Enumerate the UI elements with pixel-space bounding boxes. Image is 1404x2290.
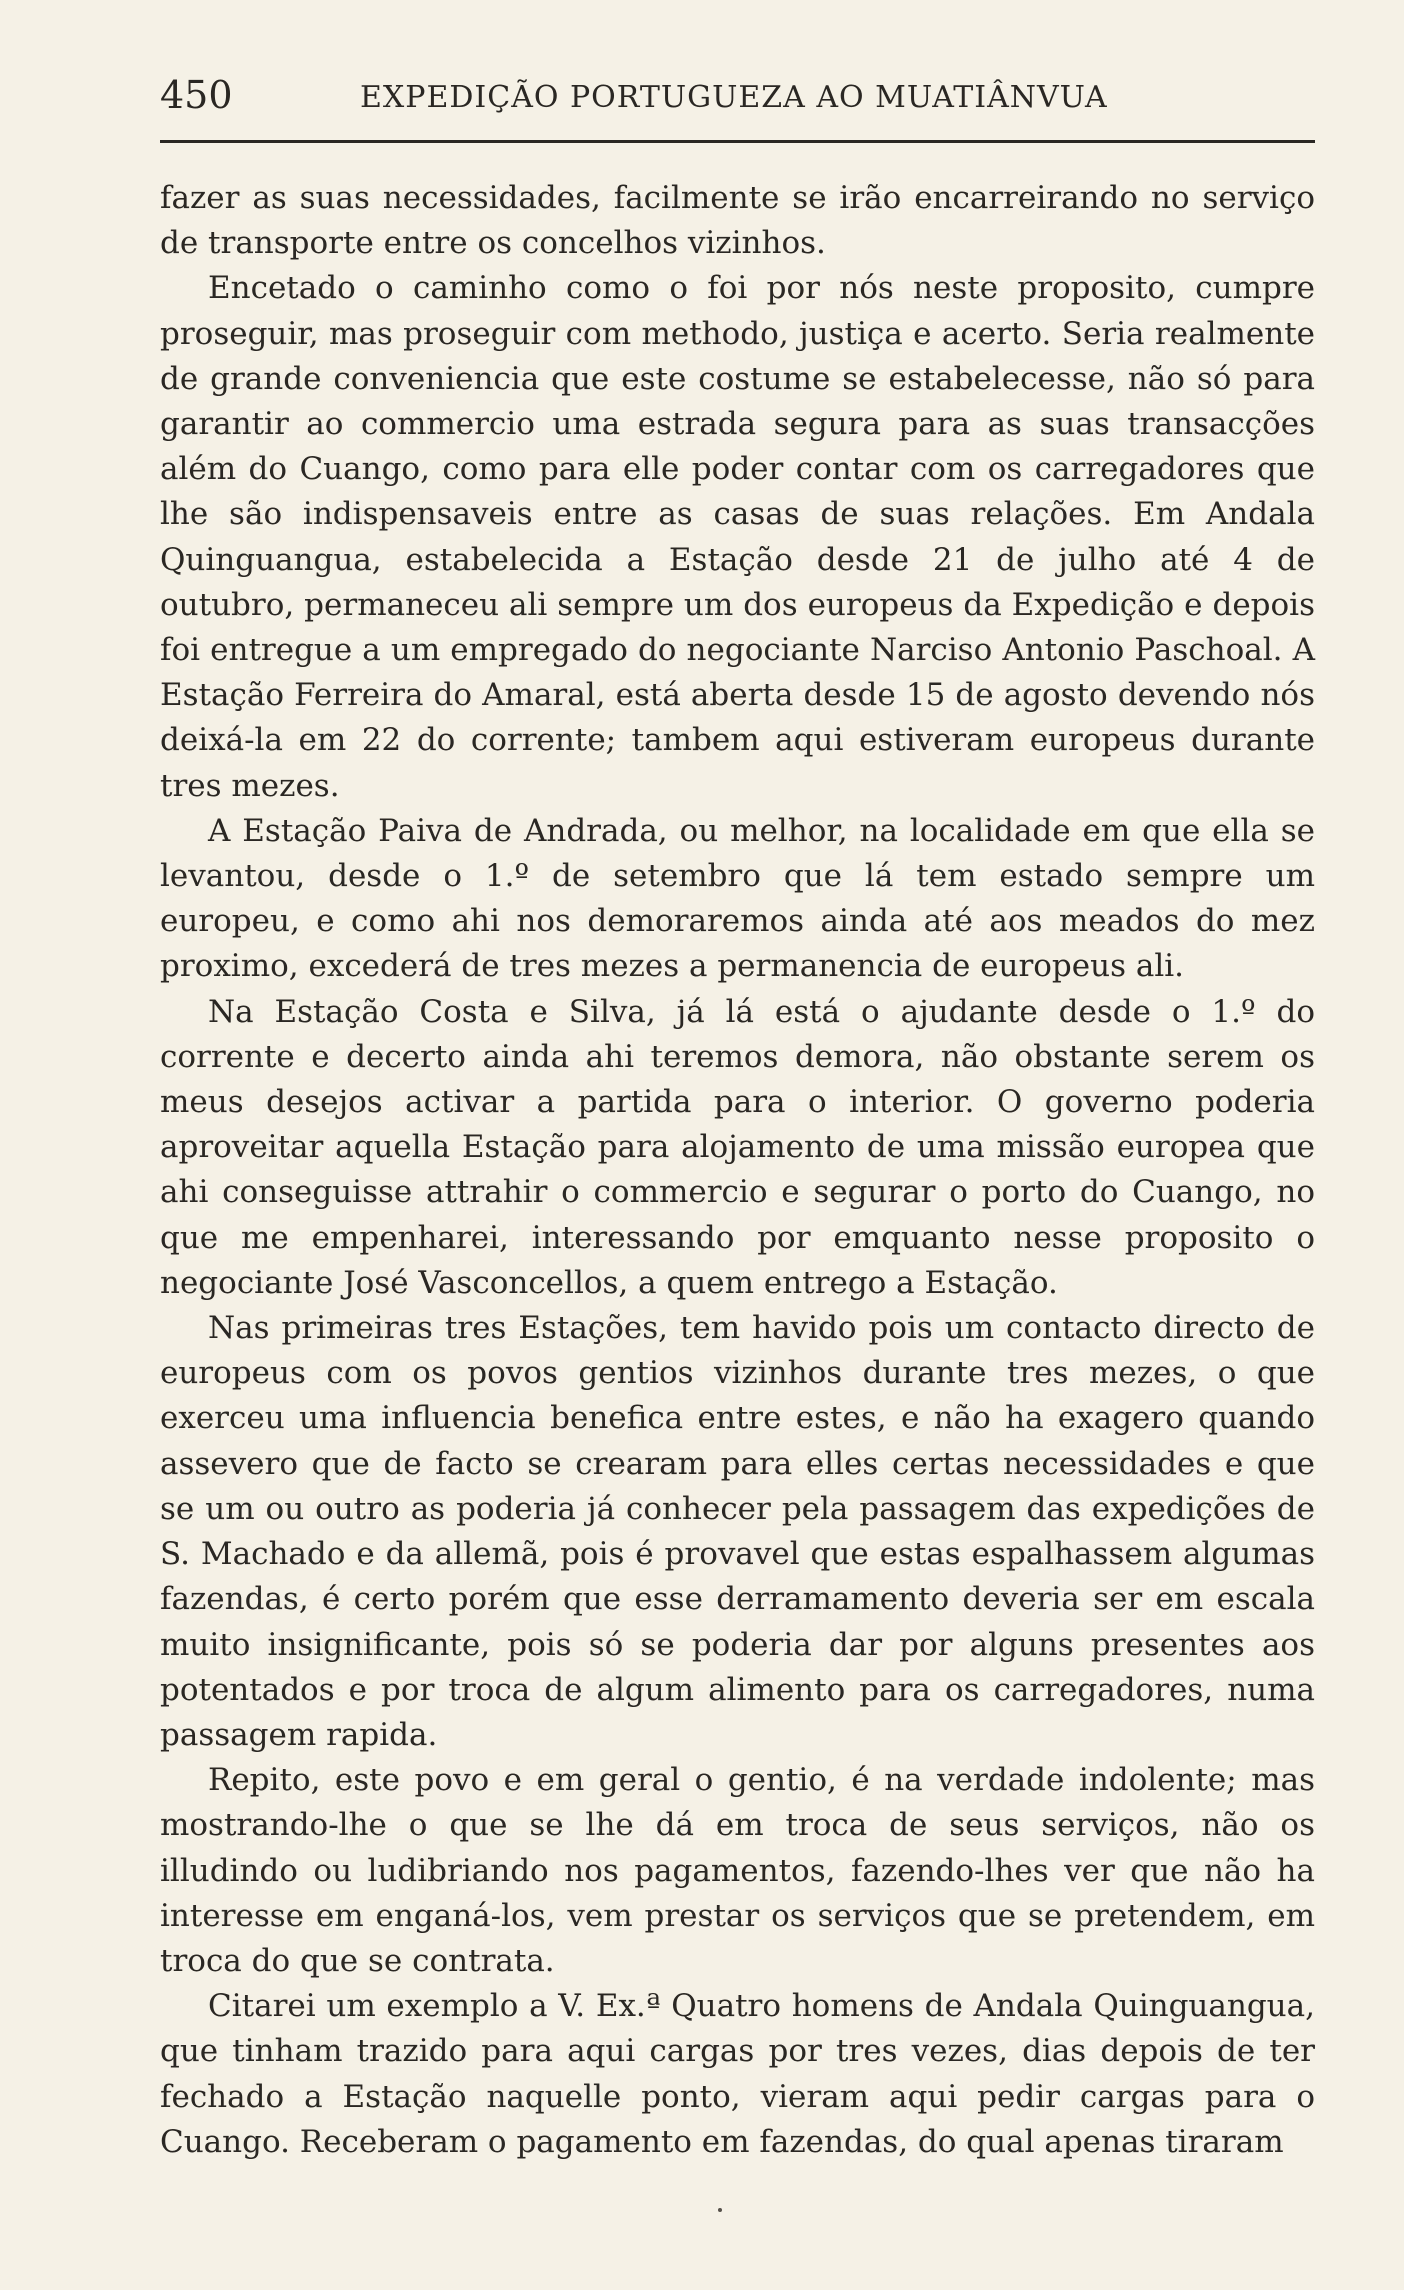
- paragraph-1: fazer as suas necessidades, facilmente se irão encarreirando no serviço de transporte entre os concelhos vizinhos.: [160, 180, 1315, 262]
- paragraph-5: Nas primeiras tres Estações, tem havido pois um contacto directo de europeus com os povos gentios vizinhos durante tres mezes, o que exerceu uma influencia benefica entre estes, e não ha exagero quando assevero que de facto se crearam para elles certas necessidades e que se um ou outro as poderia já conhecer pela passagem das expedições de S. Machado e da allemã, pois é provavel que estas espalhassem algumas fazendas, é certo porém que esse derramamento deveria ser em escala muito insignificante, pois só se poderia dar por alguns presentes aos potentados e por troca de algum alimento para os carregadores, numa passagem rapida.: [160, 1310, 1315, 1753]
- header-rule: [160, 140, 1315, 143]
- body-text: [160, 176, 1315, 2165]
- paragraph-2: Encetado o caminho como o foi por nós neste proposito, cumpre proseguir, mas proseguir com methodo, justiça e acerto. Seria realmente de grande conveniencia que este costume se estabelecesse, não só para garantir ao commercio uma estrada segura para as suas transacções além do Cuango, como para elle poder contar com os carregadores que lhe são indispensaveis entre as casas de suas relações. Em Andala Quinguangua, estabelecida a Estação desde 21 de julho até 4 de outubro, permaneceu ali sempre um dos europeus da Expedição e depois foi entregue a um empregado do negociante Narciso Antonio Paschoal. A Estação Ferreira do Amaral, está aberta desde 15 de agosto devendo nós deixá-la em 22 do corrente; tambem aqui estiveram europeus durante tres mezes.: [160, 270, 1315, 804]
- paragraph-3: A Estação Paiva de Andrada, ou melhor, na localidade em que ella se levantou, desde o 1.º de setembro que lá tem estado sempre um europeu, e como ahi nos demoraremos ainda até aos meados do mez proximo, excederá de tres mezes a permanencia de europeus ali.: [160, 812, 1315, 985]
- paragraph-4: Na Estação Costa e Silva, já lá está o ajudante desde o 1.º do corrente e decerto ainda ahi teremos demora, não obstante serem os meus desejos activar a partida para o interior. O governo poderia aproveitar aquella Estação para alojamento de uma missão europea que ahi conseguisse attrahir o commercio e segurar o porto do Cuango, no que me empenharei, interessando por emquanto nesse proposito o negociante José Vasconcellos, a quem entrego a Estação.: [160, 993, 1315, 1301]
- paragraph-7: Citarei um exemplo a V. Ex.ª Quatro homens de Andala Quinguangua, que tinham trazido para aqui cargas por tres vezes, dias depois de ter fechado a Estação naquelle ponto, vieram aqui pedir cargas para o Cuango. Receberam o pagamento em fazendas, do qual apenas tiraram: [160, 1988, 1315, 2160]
- running-title: EXPEDIÇÃO PORTUGUEZA AO MUATIÂNVUA: [360, 80, 1108, 115]
- page-header: [160, 72, 1315, 132]
- page-number: 450: [160, 73, 233, 117]
- paragraph-6: Repito, este povo e em geral o gentio, é na verdade indolente; mas mostrando-lhe o que se lhe dá em troca de seus serviços, não os illudindo ou ludibriando nos pagamentos, fazendo-lhes ver que não ha interesse em enganá-los, vem prestar os serviços que se pretendem, em troca do que se contrata.: [160, 1762, 1315, 1979]
- paper-speck: [718, 2208, 722, 2212]
